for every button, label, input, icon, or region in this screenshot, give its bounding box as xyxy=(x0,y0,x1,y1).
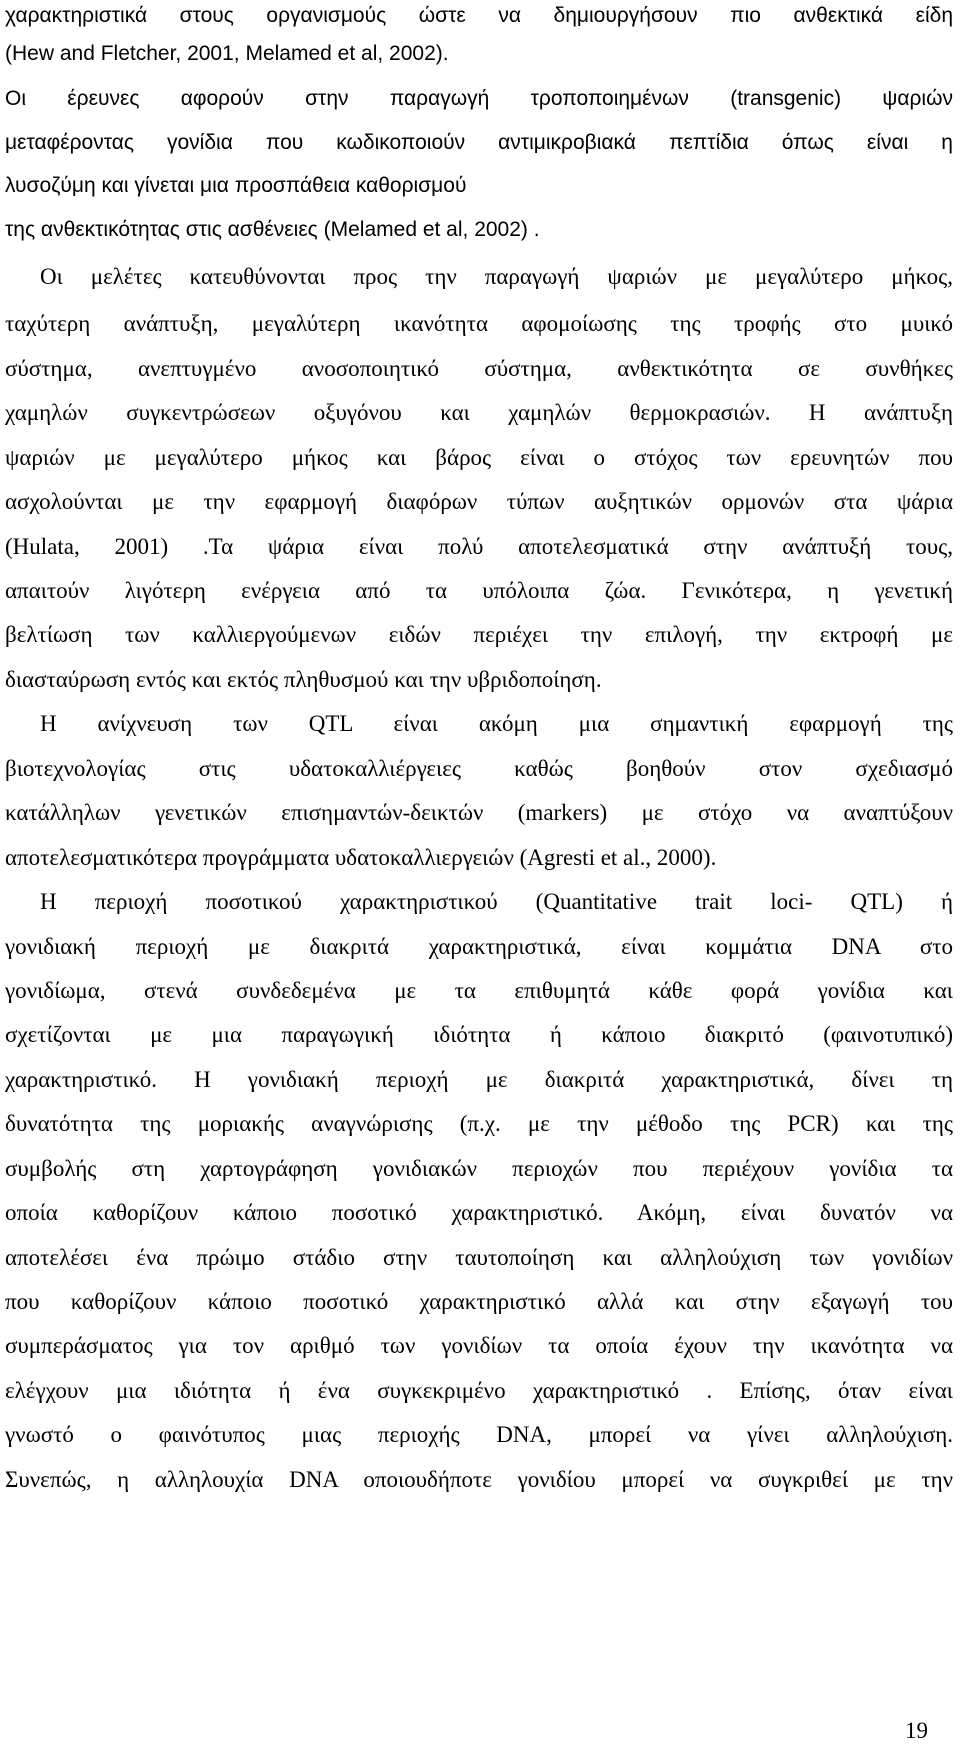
text-line: χαρακτηριστικά στους οργανισμούς ώστε να δημιουργήσουν πιο ανθεκτικά είδη xyxy=(5,4,953,27)
text-line: της ανθεκτικότητας στις ασθένειες (Melamed et al, 2002) . xyxy=(5,218,540,241)
text-line: απαιτούν λιγότερη ενέργεια από τα υπόλοιπα ζώα. Γενικότερα, η γενετική xyxy=(5,578,953,603)
text-line: γνωστό ο φαινότυπος μιας περιοχής DNA, μπορεί να γίνει αλληλούχιση. xyxy=(5,1422,953,1447)
text-line: συμβολής στη χαρτογράφηση γονιδιακών περιοχών που περιέχουν γονίδια τα xyxy=(5,1156,953,1181)
text-line: αποτελέσει ένα πρώιμο στάδιο στην ταυτοποίηση και αλληλούχιση των γονιδίων xyxy=(5,1245,953,1270)
text-line: βελτίωση των καλλιεργούμενων ειδών περιέχει την επιλογή, την εκτροφή με xyxy=(5,622,953,647)
text-line: συμπεράσματος για τον αριθμό των γονιδίων τα οποία έχουν την ικανότητα να xyxy=(5,1333,953,1358)
text-line: δυνατότητα της μοριακής αναγνώρισης (π.χ. με την μέθοδο της PCR) και της xyxy=(5,1111,953,1136)
page-number: 19 xyxy=(905,1718,928,1743)
text-line: αποτελεσματικότερα προγράμματα υδατοκαλλιεργειών (Agresti et al., 2000). xyxy=(5,845,717,870)
text-line: Η περιοχή ποσοτικού χαρακτηριστικού (Quantitative trait loci- QTL) ή xyxy=(40,889,953,914)
text-line: (Hulata, 2001) .Τα ψάρια είναι πολύ αποτελεσματικά στην ανάπτυξή τους, xyxy=(5,534,953,559)
text-line: ασχολούνται με την εφαρμογή διαφόρων τύπων αυξητικών ορμονών στα ψάρια xyxy=(5,489,953,514)
text-line: οποία καθορίζουν κάποιο ποσοτικό χαρακτηριστικό. Ακόμη, είναι δυνατόν να xyxy=(5,1200,953,1225)
text-line: Οι μελέτες κατευθύνονται προς την παραγωγή ψαριών με μεγαλύτερο μήκος, xyxy=(40,264,953,289)
text-line: χαμηλών συγκεντρώσεων οξυγόνου και χαμηλών θερμοκρασιών. Η ανάπτυξη xyxy=(5,400,953,425)
text-line: γονιδίωμα, στενά συνδεδεμένα με τα επιθυμητά κάθε φορά γονίδια και xyxy=(5,978,953,1003)
text-line: σχετίζονται με μια παραγωγική ιδιότητα ή κάποιο διακριτό (φαινοτυπικό) xyxy=(5,1022,953,1047)
text-line: ελέγχουν μια ιδιότητα ή ένα συγκεκριμένο χαρακτηριστικό . Επίσης, όταν είναι xyxy=(5,1378,953,1403)
text-line: ταχύτερη ανάπτυξη, μεγαλύτερη ικανότητα αφομοίωσης της τροφής στο μυικό xyxy=(5,311,953,336)
text-line: γονιδιακή περιοχή με διακριτά χαρακτηριστικά, είναι κομμάτια DNA στο xyxy=(5,934,953,959)
text-line: Συνεπώς, η αλληλουχία DNA οποιουδήποτε γονιδίου μπορεί να συγκριθεί με την xyxy=(5,1467,953,1492)
text-line: Η ανίχνευση των QTL είναι ακόμη μια σημαντική εφαρμογή της xyxy=(40,711,953,736)
text-line: μεταφέροντας γονίδια που κωδικοποιούν αντιμικροβιακά πεπτίδια όπως είναι η xyxy=(5,131,953,154)
text-line: λυσοζύμη και γίνεται μια προσπάθεια καθορισμού xyxy=(5,174,467,197)
text-line: κατάλληλων γενετικών επισημαντών-δεικτών (markers) με στόχο να αναπτύξουν xyxy=(5,800,953,825)
text-line: που καθορίζουν κάποιο ποσοτικό χαρακτηριστικό αλλά και στην εξαγωγή του xyxy=(5,1289,953,1314)
text-line: σύστημα, ανεπτυγμένο ανοσοποιητικό σύστημα, ανθεκτικότητα σε συνθήκες xyxy=(5,356,953,381)
text-line: ψαριών με μεγαλύτερο μήκος και βάρος είναι ο στόχος των ερευνητών που xyxy=(5,445,953,470)
text-line: χαρακτηριστικό. Η γονιδιακή περιοχή με διακριτά χαρακτηριστικά, δίνει τη xyxy=(5,1067,953,1092)
text-line: (Hew and Fletcher, 2001, Melamed et al, 2002). xyxy=(5,42,449,65)
text-line: διασταύρωση εντός και εκτός πληθυσμού και την υβριδοποίηση. xyxy=(5,667,602,692)
text-line: Οι έρευνες αφορούν στην παραγωγή τροποποιημένων (transgenic) ψαριών xyxy=(5,87,953,110)
text-line: βιοτεχνολογίας στις υδατοκαλλιέργειες καθώς βοηθούν στον σχεδιασμό xyxy=(5,756,953,781)
